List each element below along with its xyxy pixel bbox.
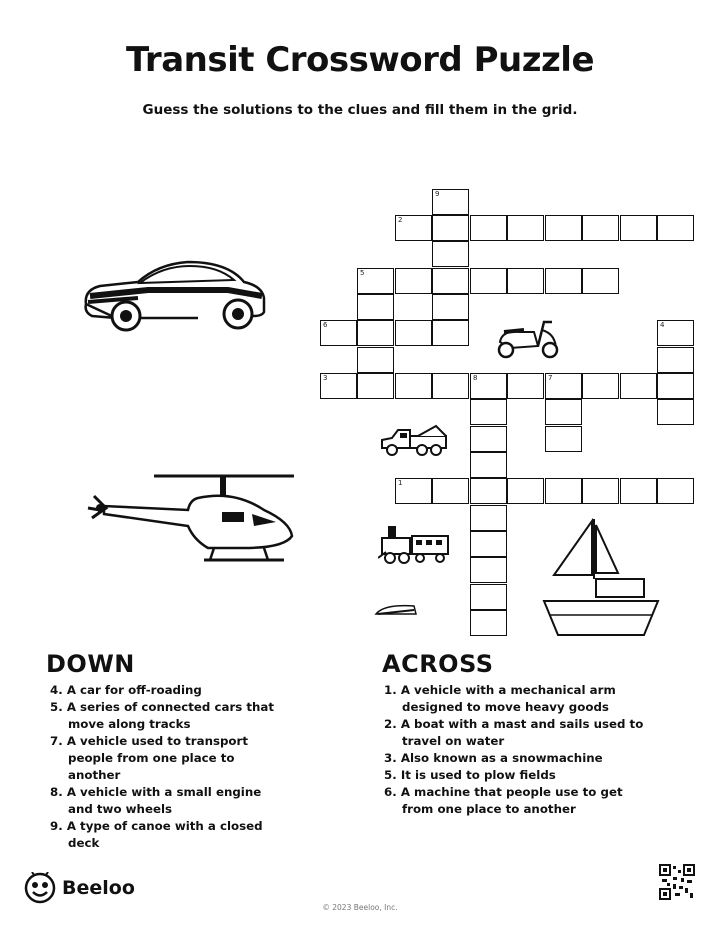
crossword-cell[interactable] [470,610,507,636]
crossword-cell[interactable] [357,320,394,346]
crossword-cell[interactable] [470,557,507,583]
crossword-cell[interactable] [395,478,432,504]
tow-truck-illustration [378,422,452,458]
crossword-cell[interactable] [545,426,582,452]
crossword-cell[interactable] [507,268,544,294]
crossword-cell[interactable] [432,373,469,399]
crossword-cell[interactable] [470,531,507,557]
crossword-cell[interactable] [432,268,469,294]
crossword-cell[interactable] [470,505,507,531]
crossword-cell[interactable] [470,399,507,425]
down-heading: DOWN [46,650,135,678]
clue-across-3: 3. Also known as a snowmachine [384,751,603,765]
crossword-cell[interactable] [395,268,432,294]
brand [24,872,135,904]
crossword-cell[interactable] [432,478,469,504]
crossword-cell[interactable] [582,478,619,504]
helicopter-illustration [84,470,299,565]
clue-down-7: 7. A vehicle used to transport people from one place to another [50,734,248,782]
crossword-cell[interactable] [357,268,394,294]
crossword-cell[interactable] [470,452,507,478]
cell-number: 2 [398,216,403,224]
crossword-cell[interactable] [582,215,619,241]
crossword-cell[interactable] [357,294,394,320]
cell-number: 4 [660,321,665,329]
crossword-cell[interactable] [620,373,657,399]
clue-across-5: 5. It is used to plow fields [384,768,556,782]
crossword-cell[interactable] [545,373,582,399]
crossword-cell[interactable] [582,268,619,294]
crossword-cell[interactable] [470,373,507,399]
clue-across-1: 1. A vehicle with a mechanical arm designed to move heavy goods [384,683,616,714]
scooter-illustration [490,312,562,360]
cell-number: 5 [360,269,365,277]
copyright: © 2023 Beeloo, Inc. [322,903,398,912]
crossword-cell[interactable] [507,215,544,241]
crossword-cell[interactable] [470,268,507,294]
crossword-cell[interactable] [432,294,469,320]
sailboat-illustration [540,515,662,641]
crossword-cell[interactable] [432,241,469,267]
cell-number: 9 [435,190,440,198]
page-subtitle: Guess the solutions to the clues and fill them in the grid. [142,102,578,118]
crossword-cell[interactable] [620,478,657,504]
crossword-cell[interactable] [357,373,394,399]
crossword-cell[interactable] [545,478,582,504]
crossword-cell[interactable] [657,215,694,241]
clue-down-4: 4. A car for off-roading [50,683,202,697]
sports-car-illustration [78,252,268,336]
clue-across-6: 6. A machine that people use to get from one place to another [384,785,623,816]
bullet-train-illustration [374,600,418,620]
crossword-cell[interactable] [545,399,582,425]
crossword-cell[interactable] [657,320,694,346]
crossword-cell[interactable] [582,373,619,399]
crossword-cell[interactable] [657,373,694,399]
cell-number: 8 [473,374,478,382]
crossword-cell[interactable] [545,215,582,241]
crossword-cell[interactable] [395,373,432,399]
crossword-cell[interactable] [432,320,469,346]
crossword-cell[interactable] [395,320,432,346]
clue-across-2: 2. A boat with a mast and sails used to travel on water [384,717,644,748]
cell-number: 7 [548,374,553,382]
down-clue-list [50,682,282,852]
crossword-cell[interactable] [395,215,432,241]
crossword-cell[interactable] [545,268,582,294]
crossword-cell[interactable] [657,347,694,373]
crossword-cell[interactable] [320,373,357,399]
clue-down-9: 9. A type of canoe with a closed deck [50,819,263,850]
page-title: Transit Crossword Puzzle [125,40,595,80]
beeloo-logo-icon [24,872,56,904]
across-clue-list [384,682,644,818]
brand-name: Beeloo [62,877,135,899]
cell-number: 1 [398,479,403,487]
crossword-cell[interactable] [507,373,544,399]
crossword-cell[interactable] [432,189,469,215]
crossword-cell[interactable] [470,584,507,610]
steam-train-illustration [378,522,452,568]
crossword-cell[interactable] [470,215,507,241]
crossword-cell[interactable] [357,347,394,373]
cell-number: 3 [323,374,328,382]
crossword-cell[interactable] [657,399,694,425]
crossword-cell[interactable] [432,215,469,241]
qr-code-icon [659,864,695,900]
cell-number: 6 [323,321,328,329]
across-heading: ACROSS [382,650,494,678]
crossword-cell[interactable] [507,478,544,504]
crossword-cell[interactable] [320,320,357,346]
crossword-cell[interactable] [620,215,657,241]
crossword-cell[interactable] [470,478,507,504]
clue-down-8: 8. A vehicle with a small engine and two wheels [50,785,262,816]
crossword-cell[interactable] [470,426,507,452]
clue-down-5: 5. A series of connected cars that move along tracks [50,700,275,731]
crossword-cell[interactable] [657,478,694,504]
